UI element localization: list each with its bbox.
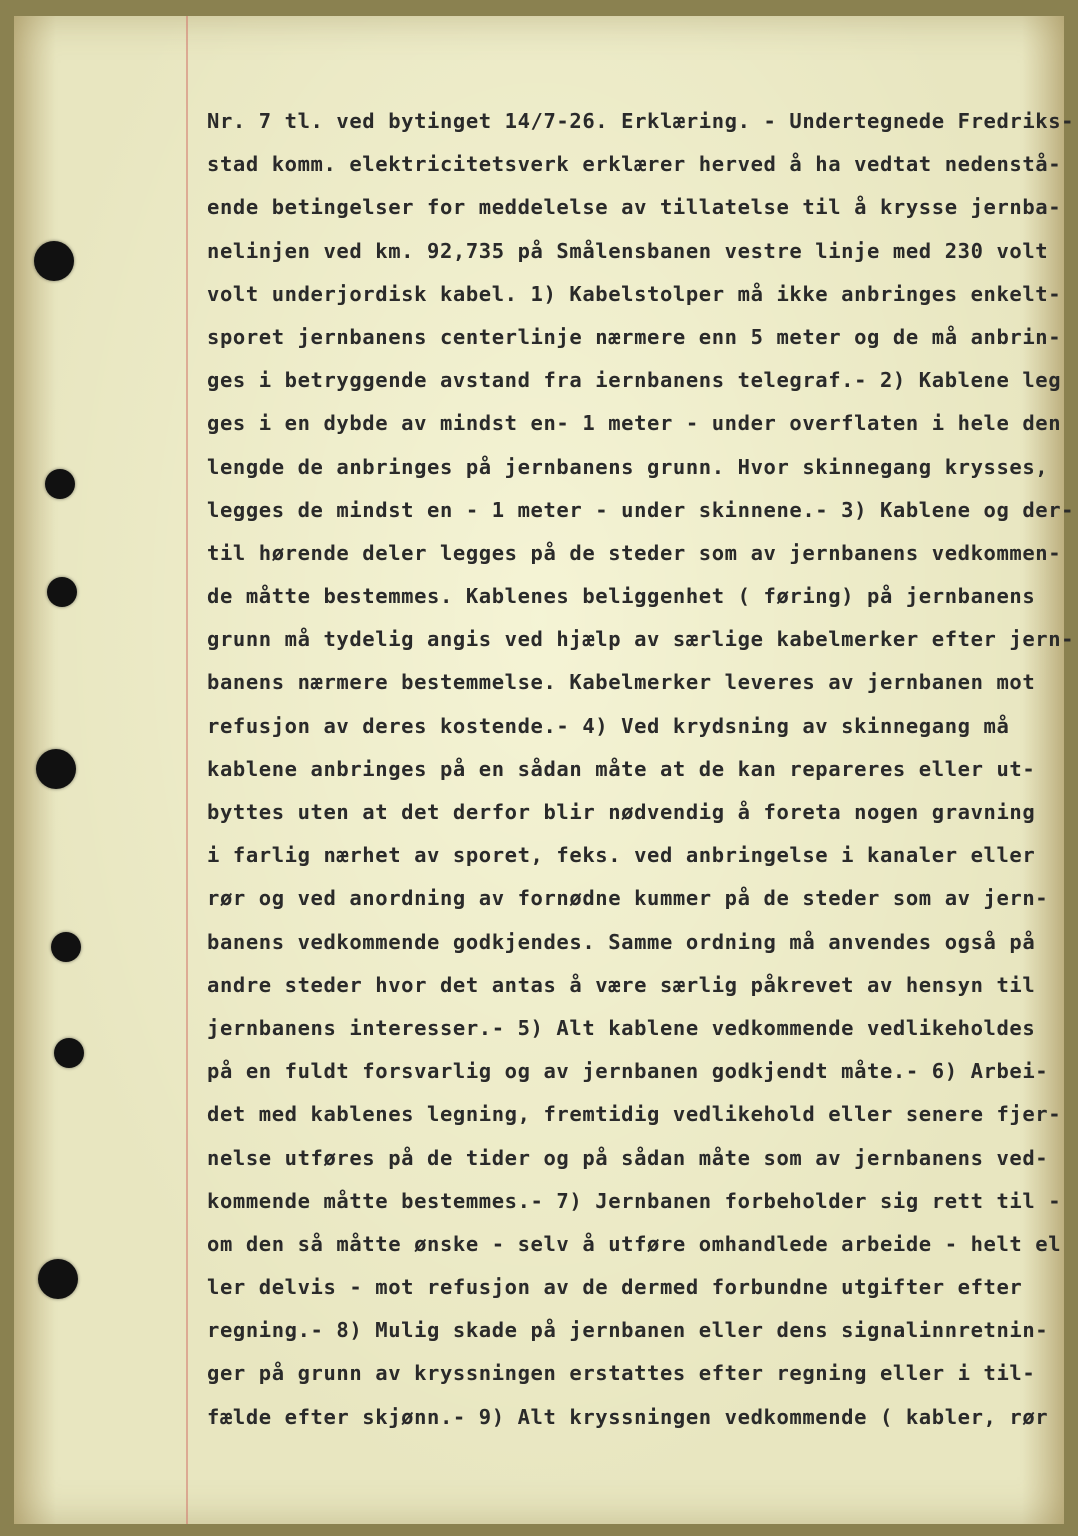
text-line: ger på grunn av kryssningen erstattes efter regning eller i til- (207, 1361, 1036, 1386)
text-line: grunn må tydelig angis ved hjælp av særlige kabelmerker efter jern- (207, 627, 1075, 652)
binder-hole (36, 749, 76, 789)
text-line: ende betingelser for meddelelse av tillatelse til å krysse jernba- (207, 195, 1062, 220)
text-line: ler delvis - mot refusjon av de dermed forbundne utgifter efter (207, 1275, 1023, 1300)
text-line: kommende måtte bestemmes.- 7) Jernbanen forbeholder sig rett til - (207, 1188, 1062, 1213)
text-line: jernbanens interesser.- 5) Alt kablene vedkommende vedlikeholdes (207, 1015, 1036, 1040)
text-line: lengde de anbringes på jernbanens grunn. Hvor skinnegang krysses, (207, 454, 1049, 479)
text-line: banens nærmere bestemmelse. Kabelmerker leveres av jernbanen mot (207, 670, 1036, 695)
typed-text-body (207, 100, 1075, 1439)
text-line: nelinjen ved km. 92,735 på Smålensbanen vestre linje med 230 volt (207, 238, 1049, 263)
text-line: fælde efter skjønn.- 9) Alt kryssningen vedkommende ( kabler, rør (207, 1404, 1049, 1429)
text-line: stad komm. elektricitetsverk erklærer herved å ha vedtat nedenstå- (207, 152, 1062, 177)
text-line: regning.- 8) Mulig skade på jernbanen eller dens signalinnretnin- (207, 1318, 1049, 1343)
text-line: legges de mindst en - 1 meter - under skinnene.- 3) Kablene og der- (207, 497, 1075, 522)
binder-hole (51, 932, 81, 962)
text-line: ges i betryggende avstand fra iernbanens telegraf.- 2) Kablene leg (207, 368, 1062, 393)
text-line: banens vedkommende godkjendes. Samme ordning må anvendes også på (207, 929, 1036, 954)
text-line: nelse utføres på de tider og på sådan måte som av jernbanens ved- (207, 1145, 1049, 1170)
text-line: rør og ved anordning av fornødne kummer på de steder som av jern- (207, 886, 1049, 911)
binder-hole (45, 469, 75, 499)
text-line: byttes uten at det derfor blir nødvendig å foreta nogen gravning (207, 800, 1036, 824)
text-line: om den så måtte ønske - selv å utføre omhandlede arbeide - helt el (207, 1231, 1062, 1256)
text-line: til hørende deler legges på de steder som av jernbanens vedkommen- (207, 540, 1062, 565)
text-line: det med kablenes legning, fremtidig vedlikehold eller senere fjer- (207, 1102, 1062, 1127)
text-line: i farlig nærhet av sporet, feks. ved anbringelse i kanaler eller (207, 843, 1036, 868)
binder-hole (38, 1259, 78, 1299)
text-line: volt underjordisk kabel. 1) Kabelstolper må ikke anbringes enkelt- (207, 281, 1062, 306)
margin-rule (186, 16, 188, 1524)
document-page (14, 16, 1075, 1524)
binder-hole (54, 1038, 84, 1068)
binder-hole (47, 577, 77, 607)
text-line: ges i en dybde av mindst en- 1 meter - under overflaten i hele den (207, 411, 1062, 436)
text-line: andre steder hvor det antas å være særlig påkrevet av hensyn til (207, 972, 1036, 997)
text-line: på en fuldt forsvarlig og av jernbanen godkjendt måte.- 6) Arbei- (207, 1059, 1049, 1084)
text-line: refusjon av deres kostende.- 4) Ved krydsning av skinnegang må (207, 713, 1010, 738)
text-line: sporet jernbanens centerlinje nærmere enn 5 meter og de må anbrin- (207, 324, 1062, 349)
text-line: de måtte bestemmes. Kablenes beliggenhet ( føring) på jernbanens (207, 584, 1036, 609)
text-line: kablene anbringes på en sådan måte at de kan repareres eller ut- (207, 756, 1036, 781)
binder-hole (34, 241, 74, 281)
text-line: Nr. 7 tl. ved bytinget 14/7-26. Erklæring. - Undertegnede Fredriks- (207, 109, 1075, 133)
